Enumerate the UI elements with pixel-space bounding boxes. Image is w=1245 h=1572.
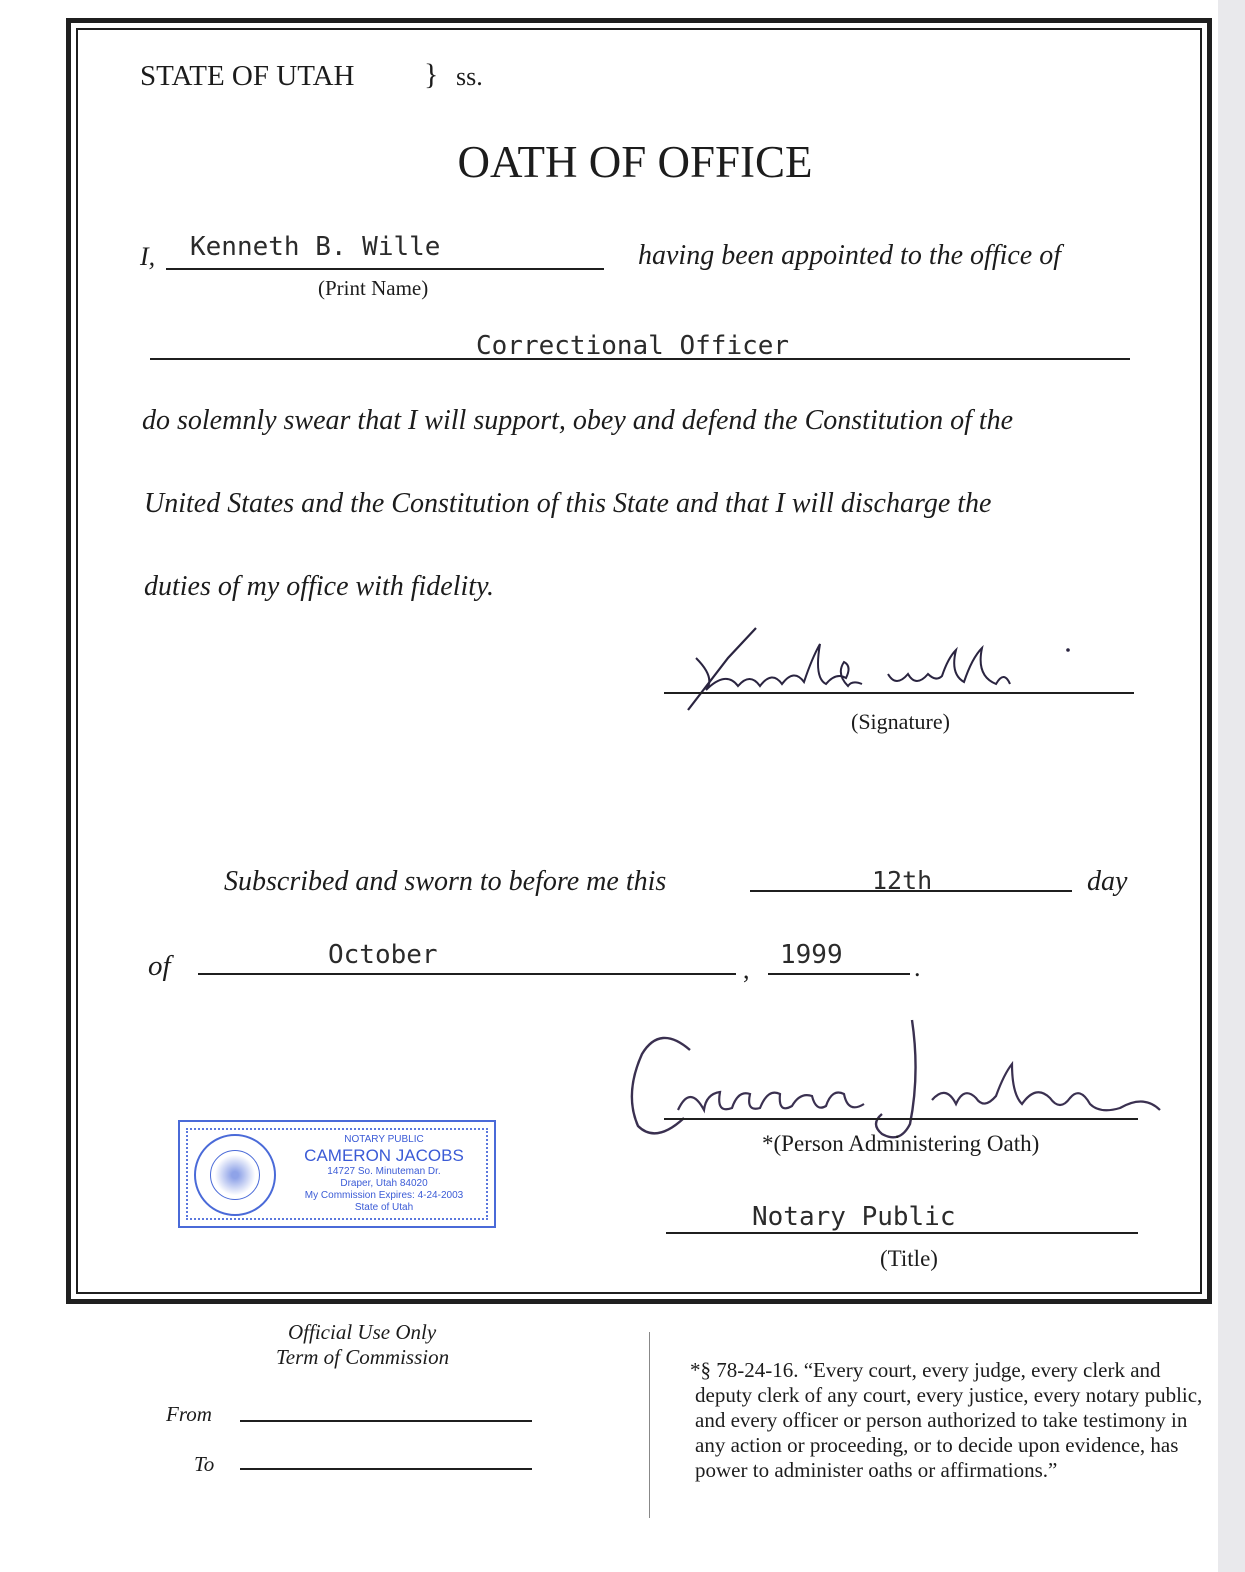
state-heading: STATE OF UTAH <box>140 60 355 92</box>
stamp-notary-public: NOTARY PUBLIC <box>344 1134 424 1145</box>
title-caption: (Title) <box>880 1246 938 1271</box>
stamp-text <box>284 1134 484 1214</box>
statute-line-1: *§ 78-24-16. “Every court, every judge, every clerk and <box>690 1358 1161 1382</box>
month-value: October <box>328 940 438 970</box>
stamp-address-2: Draper, Utah 84020 <box>340 1178 428 1189</box>
administering-caption: *(Person Administering Oath) <box>762 1131 1040 1156</box>
seal-emblem <box>210 1150 260 1200</box>
stamp-name: CAMERON JACOBS <box>304 1146 464 1165</box>
period: . <box>914 953 921 982</box>
month-underline <box>198 973 736 975</box>
office-value: Correctional Officer <box>476 331 790 361</box>
oath-taker-signature <box>676 618 1076 718</box>
to-line <box>240 1468 532 1470</box>
statute-line-4: any action or proceeding, or to decide upon evidence, has <box>695 1433 1179 1457</box>
from-label: From <box>166 1402 212 1426</box>
document-title: OATH OF OFFICE <box>457 137 813 187</box>
ss-label: ss. <box>456 62 483 91</box>
stamp-address-1: 14727 So. Minuteman Dr. <box>327 1166 441 1177</box>
print-name-caption: (Print Name) <box>318 276 429 300</box>
title-value: Notary Public <box>752 1202 956 1232</box>
statute-line-2: deputy clerk of any court, every justice, every notary public, <box>695 1383 1203 1407</box>
oath-line-3: duties of my office with fidelity. <box>144 571 494 602</box>
administering-underline <box>664 1118 1138 1120</box>
of-label: of <box>148 950 171 982</box>
office-underline <box>150 358 1130 360</box>
stamp-expires: My Commission Expires: 4-24-2003 <box>304 1190 464 1201</box>
oath-line-1: do solemnly swear that I will support, obey and defend the Constitution of the <box>142 405 1014 436</box>
brace: } <box>424 58 439 91</box>
signature-caption: (Signature) <box>851 709 950 734</box>
scan-edge <box>1218 0 1245 1572</box>
i-label: I, <box>140 242 156 271</box>
appointed-text: having been appointed to the office of <box>638 240 1062 271</box>
oath-line-2: United States and the Constitution of this State and that I will discharge the <box>144 488 992 519</box>
statute-line-5: power to administer oaths or affirmations.” <box>695 1458 1058 1482</box>
day-label: day <box>1087 866 1128 897</box>
from-line <box>240 1420 532 1422</box>
footer-divider <box>649 1332 650 1518</box>
to-label: To <box>194 1452 215 1476</box>
year-value: 1999 <box>780 940 843 970</box>
year-underline <box>768 973 910 975</box>
state-seal <box>194 1134 276 1216</box>
day-underline <box>750 890 1072 892</box>
comma: , <box>743 955 750 984</box>
day-value: 12th <box>872 866 933 895</box>
stamp-state: State of Utah <box>354 1202 414 1213</box>
official-use-label: Official Use Only <box>288 1320 437 1344</box>
signature-underline <box>664 692 1134 694</box>
term-of-commission-label: Term of Commission <box>276 1345 450 1369</box>
statute-line-3: and every officer or person authorized to take testimony in <box>695 1408 1188 1432</box>
notary-stamp <box>178 1120 496 1228</box>
sworn-intro: Subscribed and sworn to before me this <box>224 866 667 897</box>
name-underline <box>166 268 604 270</box>
title-underline <box>666 1232 1138 1234</box>
printed-name: Kenneth B. Wille <box>190 232 441 262</box>
